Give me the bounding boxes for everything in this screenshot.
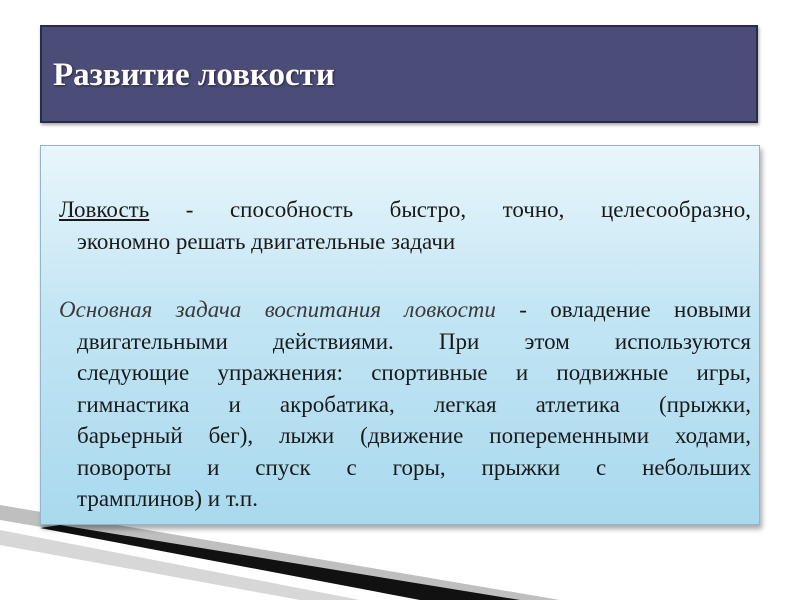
task-paragraph [59, 294, 751, 515]
task-line-3: следующие упражнения: спортивные и подвижные игры, [77, 360, 751, 385]
title-bar [40, 25, 758, 123]
task-line-1 [59, 294, 751, 326]
definition-paragraph [59, 194, 751, 257]
content-box [40, 145, 760, 525]
task-line-1-rest: - овладение новыми [495, 297, 751, 322]
definition-term: Ловкость [59, 197, 150, 222]
task-line-6: повороты и спуск с горы, прыжки с небольших [77, 454, 751, 480]
definition-line-1 [59, 194, 751, 226]
task-line-5: барьерный бег), лыжи (движение попеременными ходами, [77, 423, 751, 448]
slide-title: Развитие ловкости [53, 57, 335, 93]
definition-text-1: - способность быстро, точно, целесообразно, [149, 197, 751, 222]
task-lead: Основная задача воспитания ловкости [59, 297, 496, 322]
definition-line-2: экономно решать двигательные задачи [77, 228, 456, 254]
task-line-7: трамплинов) и т.п. [77, 486, 258, 511]
task-line-2: двигательными действиями. При этом используются [77, 328, 751, 354]
task-line-4: гимнастика и акробатика, легкая атлетика (прыжки, [77, 391, 751, 417]
